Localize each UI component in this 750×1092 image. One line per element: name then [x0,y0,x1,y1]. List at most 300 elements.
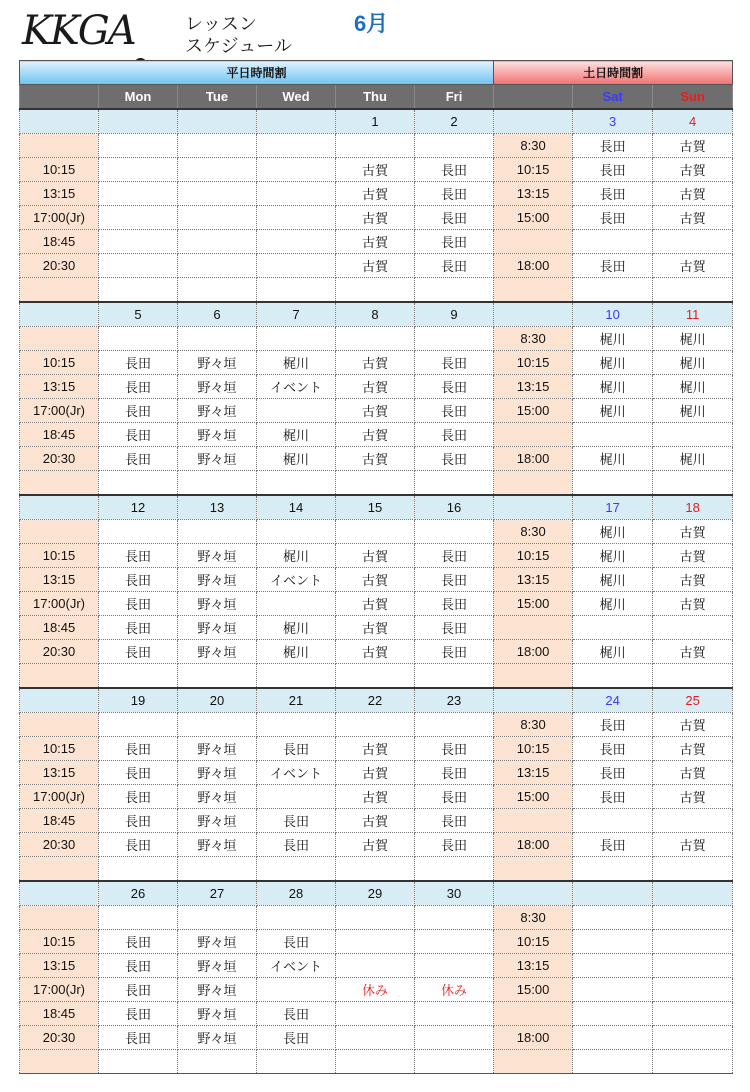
schedule-row [20,158,733,182]
schedule-row [20,857,733,882]
weekend-time-cell: 10:15 [494,158,573,182]
schedule-row [20,640,733,664]
week-date-row [20,109,733,134]
day-header-fri: Fri [415,85,494,110]
instructor-cell [99,906,178,930]
instructor-cell [257,592,336,616]
schedule-row [20,399,733,423]
instructor-cell: 長田 [415,809,494,833]
instructor-cell: 梶川 [257,616,336,640]
instructor-cell: 古賀 [653,206,733,230]
weekday-time-cell [20,471,99,496]
instructor-cell [257,182,336,206]
instructor-cell: 古賀 [336,423,415,447]
weekend-time-cell [494,857,573,882]
instructor-cell [178,182,257,206]
instructor-cell [415,327,494,351]
instructor-cell: 長田 [257,930,336,954]
weekend-time-cell [494,230,573,254]
instructor-cell [178,520,257,544]
instructor-cell [257,713,336,737]
weekend-time-cell: 10:15 [494,351,573,375]
instructor-cell: 古賀 [336,592,415,616]
instructor-cell: 長田 [415,206,494,230]
weekend-time-cell [494,471,573,496]
instructor-cell [99,230,178,254]
instructor-cell [99,664,178,689]
instructor-cell: 梶川 [573,520,653,544]
instructor-cell [653,1026,733,1050]
instructor-cell: 長田 [573,737,653,761]
weekend-time-cell: 8:30 [494,713,573,737]
instructor-cell: 長田 [415,833,494,857]
day-header-sat: Sat [573,85,653,110]
instructor-cell: 長田 [415,544,494,568]
instructor-cell: 長田 [415,737,494,761]
event-cell: イベント [257,761,336,785]
weekend-time-cell: 15:00 [494,206,573,230]
date-cell: 15 [336,495,415,520]
weekday-time-cell: 10:15 [20,544,99,568]
schedule-row [20,134,733,158]
instructor-cell [573,954,653,978]
instructor-cell [653,278,733,303]
instructor-cell [336,906,415,930]
lesson-schedule-table [19,60,733,1074]
schedule-row [20,664,733,689]
instructor-cell: 長田 [99,351,178,375]
date-cell-blank [494,881,573,906]
schedule-row [20,833,733,857]
date-cell-blank [494,688,573,713]
weekday-time-cell [20,857,99,882]
instructor-cell: 野々垣 [178,833,257,857]
instructor-cell [415,520,494,544]
weekday-time-cell: 13:15 [20,568,99,592]
instructor-cell [99,206,178,230]
instructor-cell [257,134,336,158]
weekday-time-cell [20,520,99,544]
weekday-band: 平日時間割 [20,61,494,85]
instructor-cell: 野々垣 [178,640,257,664]
instructor-cell [257,785,336,809]
instructor-cell: 野々垣 [178,568,257,592]
instructor-cell [178,713,257,737]
weekend-time-cell: 13:15 [494,182,573,206]
schedule-row [20,278,733,303]
date-cell: 19 [99,688,178,713]
weekday-time-cell: 17:00(Jr) [20,785,99,809]
instructor-cell [415,134,494,158]
date-cell: 7 [257,302,336,327]
weekday-time-cell: 10:15 [20,930,99,954]
date-cell-blank [494,302,573,327]
instructor-cell [573,423,653,447]
date-cell-sat: 10 [573,302,653,327]
instructor-cell: 長田 [99,833,178,857]
instructor-cell [415,1026,494,1050]
instructor-cell: 古賀 [336,809,415,833]
date-cell: 14 [257,495,336,520]
instructor-cell: 梶川 [653,375,733,399]
instructor-cell [415,278,494,303]
instructor-cell: 梶川 [573,399,653,423]
date-cell: 6 [178,302,257,327]
instructor-cell [257,978,336,1002]
instructor-cell: 長田 [99,399,178,423]
instructor-cell [178,158,257,182]
instructor-cell [653,906,733,930]
subtitle-line-2: スケジュール [185,36,292,57]
instructor-cell: 古賀 [336,447,415,471]
date-cell-sun: 18 [653,495,733,520]
weekday-time-cell: 10:15 [20,351,99,375]
schedule-row [20,592,733,616]
instructor-cell [653,423,733,447]
instructor-cell [653,930,733,954]
instructor-cell [178,1050,257,1074]
weekday-time-cell: 20:30 [20,833,99,857]
date-cell: 16 [415,495,494,520]
instructor-cell [653,1002,733,1026]
instructor-cell [178,471,257,496]
month-title: 6月 [354,11,389,36]
instructor-cell [415,713,494,737]
day-header-tue: Tue [178,85,257,110]
instructor-cell: 梶川 [573,592,653,616]
date-cell-blank [494,495,573,520]
instructor-cell: 長田 [415,351,494,375]
date-cell-sat: 17 [573,495,653,520]
weekday-time-cell: 17:00(Jr) [20,592,99,616]
instructor-cell [99,1050,178,1074]
date-cell [257,109,336,134]
date-cell-blank [20,302,99,327]
weekday-time-cell: 18:45 [20,1002,99,1026]
instructor-cell: 野々垣 [178,737,257,761]
weekend-time-cell: 10:15 [494,737,573,761]
schedule-row [20,254,733,278]
day-header-sun: Sun [653,85,733,110]
schedule-row [20,1026,733,1050]
weekday-time-cell: 17:00(Jr) [20,399,99,423]
instructor-cell: 梶川 [573,640,653,664]
weekend-time-cell: 10:15 [494,544,573,568]
instructor-cell: 長田 [415,592,494,616]
event-cell: イベント [257,568,336,592]
instructor-cell: 長田 [99,1026,178,1050]
instructor-cell: 古賀 [336,182,415,206]
weekend-time-cell: 13:15 [494,375,573,399]
instructor-cell: 野々垣 [178,616,257,640]
instructor-cell: 野々垣 [178,351,257,375]
instructor-cell: 古賀 [336,616,415,640]
instructor-cell: 梶川 [257,544,336,568]
weekend-time-cell: 13:15 [494,761,573,785]
subtitle-line-1: レッスン [185,14,257,35]
instructor-cell [336,278,415,303]
week-date-row [20,495,733,520]
instructor-cell [257,520,336,544]
date-cell-blank [20,881,99,906]
instructor-cell: 野々垣 [178,447,257,471]
instructor-cell: 長田 [415,399,494,423]
weekend-time-cell: 8:30 [494,906,573,930]
schedule-row [20,206,733,230]
instructor-cell: 梶川 [573,568,653,592]
instructor-cell: 長田 [99,785,178,809]
weekend-time-cell [494,616,573,640]
instructor-cell [653,664,733,689]
instructor-cell [257,471,336,496]
instructor-cell: 古賀 [653,713,733,737]
instructor-cell: 野々垣 [178,954,257,978]
instructor-cell: 古賀 [336,568,415,592]
weekday-time-cell [20,906,99,930]
date-cell: 26 [99,881,178,906]
schedule-row [20,785,733,809]
instructor-cell: 古賀 [336,158,415,182]
instructor-cell: 梶川 [653,399,733,423]
instructor-cell [415,471,494,496]
weekday-time-cell: 18:45 [20,616,99,640]
date-cell: 22 [336,688,415,713]
instructor-cell [415,930,494,954]
instructor-cell [178,906,257,930]
instructor-cell [336,134,415,158]
instructor-cell: 古賀 [336,206,415,230]
instructor-cell [573,278,653,303]
instructor-cell: 古賀 [653,640,733,664]
date-cell-sun: 4 [653,109,733,134]
instructor-cell: 梶川 [653,351,733,375]
instructor-cell [415,664,494,689]
day-header-blank [20,85,99,110]
instructor-cell [573,230,653,254]
instructor-cell: 長田 [257,833,336,857]
instructor-cell: 梶川 [257,640,336,664]
schedule-row [20,616,733,640]
instructor-cell [415,857,494,882]
instructor-cell: 古賀 [336,640,415,664]
schedule-row [20,182,733,206]
weekend-time-cell [494,1002,573,1026]
date-cell: 5 [99,302,178,327]
instructor-cell [573,616,653,640]
instructor-cell [178,664,257,689]
instructor-cell [653,1050,733,1074]
instructor-cell [653,978,733,1002]
date-cell: 2 [415,109,494,134]
instructor-cell [336,954,415,978]
instructor-cell [257,327,336,351]
weekday-time-cell: 10:15 [20,158,99,182]
instructor-cell: 梶川 [573,375,653,399]
instructor-cell [653,857,733,882]
instructor-cell: 長田 [573,182,653,206]
instructor-cell: 梶川 [653,327,733,351]
schedule-row [20,1050,733,1074]
instructor-cell: 古賀 [653,785,733,809]
date-cell: 29 [336,881,415,906]
instructor-cell [99,182,178,206]
weekend-time-cell: 18:00 [494,1026,573,1050]
weekend-time-cell: 18:00 [494,833,573,857]
instructor-cell: 梶川 [573,447,653,471]
date-cell: 1 [336,109,415,134]
weekday-time-cell: 20:30 [20,1026,99,1050]
instructor-cell [257,206,336,230]
weekday-time-cell: 20:30 [20,254,99,278]
instructor-cell [99,713,178,737]
weekend-band: 土日時間割 [494,61,733,85]
instructor-cell [573,857,653,882]
weekday-time-cell: 13:15 [20,954,99,978]
date-cell: 27 [178,881,257,906]
day-header-wed: Wed [257,85,336,110]
instructor-cell [99,134,178,158]
instructor-cell [573,1050,653,1074]
instructor-cell: 古賀 [336,761,415,785]
date-cell-blank [494,109,573,134]
day-header-thu: Thu [336,85,415,110]
date-cell-sat [573,881,653,906]
instructor-cell: 長田 [573,785,653,809]
date-cell-sun [653,881,733,906]
instructor-cell: 古賀 [653,134,733,158]
schedule-row [20,447,733,471]
weekend-time-cell [494,809,573,833]
instructor-cell: 長田 [573,254,653,278]
instructor-cell: 野々垣 [178,978,257,1002]
weekend-time-cell: 15:00 [494,978,573,1002]
date-cell [99,109,178,134]
schedule-row [20,930,733,954]
instructor-cell [99,327,178,351]
instructor-cell [99,254,178,278]
weekend-time-cell: 15:00 [494,399,573,423]
instructor-cell [99,158,178,182]
schedule-row [20,954,733,978]
week-date-row [20,302,733,327]
instructor-cell [178,857,257,882]
weekend-time-cell: 8:30 [494,134,573,158]
weekend-time-cell [494,278,573,303]
date-cell-blank [20,688,99,713]
date-cell: 30 [415,881,494,906]
instructor-cell: 古賀 [336,544,415,568]
instructor-cell [415,1050,494,1074]
instructor-cell [653,809,733,833]
schedule-row [20,737,733,761]
instructor-cell: 梶川 [573,544,653,568]
date-cell: 13 [178,495,257,520]
weekday-time-cell [20,278,99,303]
weekday-time-cell: 13:15 [20,182,99,206]
instructor-cell: 野々垣 [178,930,257,954]
instructor-cell: 古賀 [336,375,415,399]
weekday-time-cell: 10:15 [20,737,99,761]
schedule-row [20,327,733,351]
weekend-time-cell: 10:15 [494,930,573,954]
instructor-cell [336,471,415,496]
weekday-time-cell: 17:00(Jr) [20,978,99,1002]
instructor-cell [573,930,653,954]
weekday-time-cell: 20:30 [20,447,99,471]
instructor-cell [99,278,178,303]
instructor-cell: 長田 [99,761,178,785]
instructor-cell: 長田 [99,978,178,1002]
instructor-cell [336,1026,415,1050]
instructor-cell: 長田 [99,375,178,399]
instructor-cell [99,857,178,882]
instructor-cell [336,327,415,351]
weekend-time-cell: 18:00 [494,640,573,664]
instructor-cell: 古賀 [336,399,415,423]
instructor-cell [178,327,257,351]
instructor-cell: 古賀 [336,785,415,809]
instructor-cell: 長田 [257,809,336,833]
instructor-cell: 長田 [99,737,178,761]
instructor-cell: 古賀 [653,737,733,761]
weekend-time-cell: 13:15 [494,954,573,978]
weekend-time-cell: 13:15 [494,568,573,592]
date-cell-blank [20,495,99,520]
instructor-cell: 古賀 [336,833,415,857]
instructor-cell: 古賀 [336,254,415,278]
weekday-time-cell: 20:30 [20,640,99,664]
weekend-time-cell [494,1050,573,1074]
instructor-cell: 長田 [257,1026,336,1050]
schedule-row [20,520,733,544]
instructor-cell: 古賀 [336,737,415,761]
closed-cell: 休み [415,978,494,1002]
instructor-cell [653,616,733,640]
instructor-cell [573,471,653,496]
weekday-time-cell [20,664,99,689]
instructor-cell: 古賀 [336,351,415,375]
schedule-row [20,351,733,375]
instructor-cell [336,520,415,544]
day-header-mon: Mon [99,85,178,110]
weekday-time-cell [20,327,99,351]
instructor-cell [653,471,733,496]
instructor-cell: 野々垣 [178,423,257,447]
instructor-cell [653,230,733,254]
instructor-cell: 長田 [573,761,653,785]
schedule-subtitle [185,14,292,58]
date-cell: 8 [336,302,415,327]
instructor-cell: 古賀 [653,182,733,206]
instructor-cell: 野々垣 [178,1026,257,1050]
week-date-row [20,688,733,713]
weekday-time-cell: 18:45 [20,809,99,833]
date-cell [178,109,257,134]
weekend-time-cell [494,664,573,689]
weekend-time-cell [494,423,573,447]
schedule-row [20,906,733,930]
instructor-cell: 古賀 [653,158,733,182]
date-cell-sat: 3 [573,109,653,134]
instructor-cell: 長田 [573,206,653,230]
weekend-time-cell: 15:00 [494,592,573,616]
weekday-time-cell: 13:15 [20,375,99,399]
instructor-cell [178,254,257,278]
weekend-time-cell: 18:00 [494,447,573,471]
instructor-cell [178,230,257,254]
instructor-cell: 長田 [99,447,178,471]
instructor-cell: 野々垣 [178,544,257,568]
